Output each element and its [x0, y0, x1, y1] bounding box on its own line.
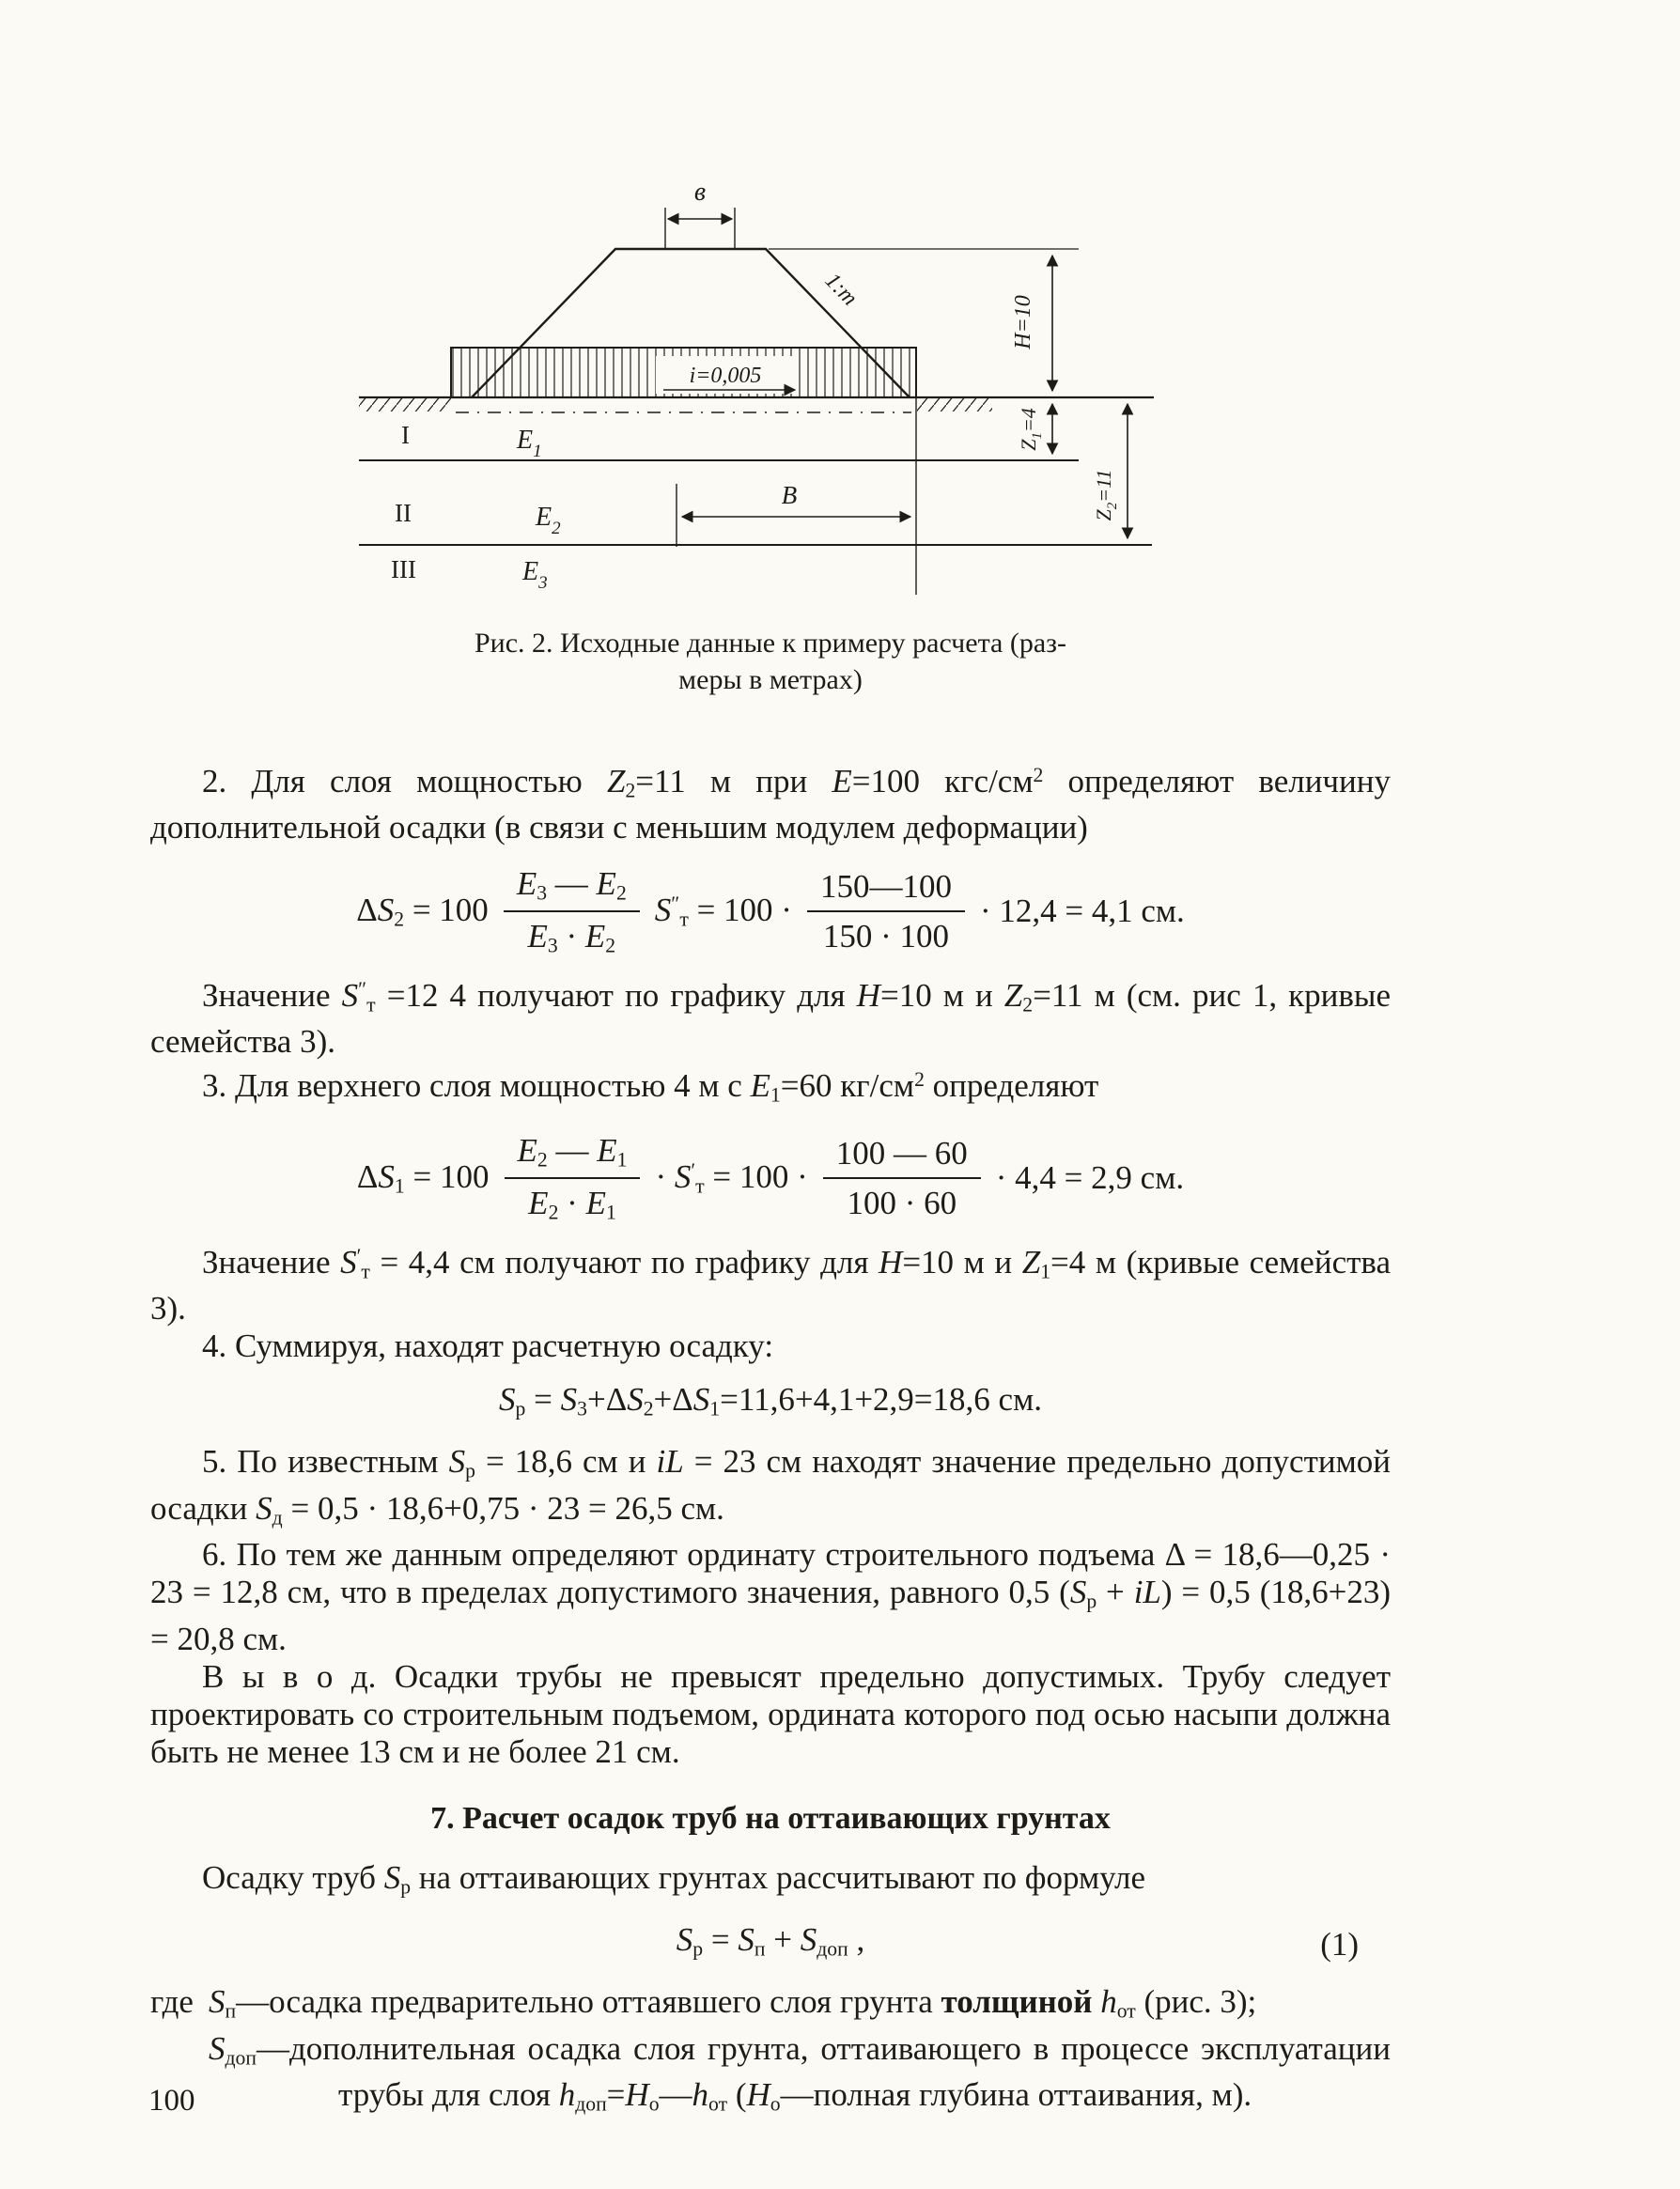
paragraph-note-s2 — [150, 970, 1391, 1061]
text-run: р — [1086, 1590, 1097, 1613]
formula-mid — [655, 1158, 807, 1198]
label-z2: $Z_2=11$ — [1092, 469, 1120, 521]
label-layer-1: I — [401, 421, 410, 449]
paragraph-note-s1 — [150, 1237, 1391, 1327]
text-run: S — [738, 1921, 754, 1959]
formula-tail — [996, 1159, 1184, 1197]
text-run: Z — [1003, 976, 1023, 1014]
text-run: на оттаивающих грунтах рассчитывают по формуле — [411, 1858, 1146, 1896]
text-run: 5. По известным — [202, 1443, 449, 1481]
definition-sp — [150, 1983, 1391, 2029]
text-run: = 4,4 см получают по графику для — [369, 1243, 879, 1281]
text-run: 2 — [1022, 992, 1034, 1016]
text-run: о — [770, 2092, 781, 2116]
text-run: ′ — [356, 1244, 362, 1267]
text-run: т — [679, 908, 689, 931]
text-run: —осадка предварительно оттаявшего слоя грунта — [236, 1983, 941, 2021]
label-E1: $E_1$ — [517, 426, 542, 461]
text-run: 1 — [394, 1174, 405, 1198]
figure-caption-line1: Рис. 2. Исходные данные к примеру расчета (раз- — [474, 628, 1067, 659]
paragraph-step-2 — [150, 756, 1391, 846]
text-run: E — [596, 865, 616, 903]
text-run: S — [256, 1489, 272, 1527]
text-run: 2. Для слоя мощностью — [202, 762, 607, 800]
text-run: E — [528, 1184, 549, 1221]
text-run: =4 м (кривые семейства 3). — [150, 1243, 1391, 1327]
text-run: Z — [1021, 1243, 1041, 1281]
paragraph-step-4 — [150, 1327, 1391, 1365]
text-run: т — [366, 992, 376, 1016]
text-run: H — [856, 976, 880, 1014]
text-run: = 18,6 см и — [474, 1443, 657, 1481]
text-run: iL — [1133, 1574, 1161, 1611]
text-run: п — [225, 1999, 237, 2023]
text-run: Значение — [202, 976, 342, 1014]
text-run: S — [674, 1157, 692, 1195]
where-label: где — [150, 1983, 194, 2021]
text-run: =12 4 получают по графику для — [375, 976, 857, 1014]
fraction — [504, 863, 640, 958]
text-run: Е — [750, 1066, 770, 1104]
text-run: H — [879, 1243, 903, 1281]
paragraph-step-6 — [150, 1536, 1391, 1657]
text-run: + — [765, 1921, 801, 1959]
text-run: = — [606, 2076, 626, 2114]
text-run: 150—100 — [819, 867, 952, 905]
figure-caption-line2: меры в метрах) — [678, 664, 863, 695]
text-run: т — [695, 1174, 705, 1198]
text-run: S — [340, 1243, 357, 1281]
text-run: S — [654, 891, 672, 928]
formula-delta-s2 — [150, 863, 1391, 958]
text-run: · — [558, 1184, 586, 1221]
formula-delta-s1 — [150, 1130, 1391, 1225]
page-number: 100 — [148, 2084, 195, 2118]
text-run: S — [377, 891, 395, 928]
fraction-denominator — [514, 912, 629, 959]
text-run: H — [625, 2076, 649, 2114]
text-run: определяют величину дополнительной осадки (в связи с меньшим модулем деформации) — [150, 762, 1391, 846]
text-run: 100 · 60 — [847, 1184, 957, 1221]
label-layer-2: II — [395, 499, 412, 527]
fraction — [807, 866, 965, 956]
text-run: доп — [817, 1937, 848, 1961]
text-run: S — [676, 1921, 693, 1959]
text-run: · 12,4 = 4,1 см. — [979, 892, 1185, 929]
label-slope: 1:m — [819, 268, 863, 311]
formula-lead — [356, 892, 489, 931]
text-run: = 100 · — [704, 1157, 808, 1195]
fraction-denominator — [810, 912, 962, 956]
paragraph-step-3 — [150, 1061, 1391, 1113]
paragraph-intro-7 — [150, 1859, 1391, 1905]
text-run: E — [527, 917, 548, 955]
text-run: р — [465, 1459, 475, 1483]
text-run: т — [361, 1259, 370, 1282]
fraction-numerator — [807, 866, 965, 912]
text-run: определяют — [924, 1066, 1099, 1104]
text-run: 150 · 100 — [822, 917, 950, 955]
formula-sp-sum — [150, 1378, 1391, 1430]
text-run: E — [516, 865, 537, 903]
text-run: · — [655, 1157, 675, 1195]
text-run: Δ — [356, 891, 378, 928]
paragraph-step-5 — [150, 1443, 1391, 1536]
text-run: · — [557, 917, 585, 955]
text-run: 2 — [537, 1148, 548, 1172]
fraction-numerator — [505, 1130, 641, 1179]
text-run: 2 — [643, 1397, 654, 1421]
text-run: (рис. 3); — [1135, 1983, 1257, 2021]
text-run: + — [1097, 1574, 1134, 1611]
text-run: =10 м и — [902, 1243, 1022, 1281]
ground-hatch-left — [359, 397, 451, 411]
text-run: S — [499, 1380, 516, 1418]
text-run: S — [383, 1858, 401, 1896]
text-run: 2 — [548, 1201, 559, 1224]
text-run: 2 — [1033, 764, 1044, 786]
text-run: , — [848, 1921, 865, 1959]
fraction-numerator — [823, 1133, 981, 1179]
text-run: =10 м и — [879, 976, 1004, 1014]
text-run: · 4,4 = 2,9 см. — [995, 1158, 1185, 1196]
formula-mid — [655, 892, 792, 931]
text-run: 6. По тем же данным определяют ординату строительного подъема Δ = 18,6—0,25 · 23 = 12,8 см, что в пределах допустимого значения, равного 0,5 ( — [150, 1536, 1391, 1611]
fraction-numerator — [504, 863, 640, 912]
text-run: = 100 — [404, 1157, 490, 1195]
text-run: доп — [225, 2046, 257, 2070]
section-heading-7: 7. Расчет осадок труб на оттаивающих грунтах — [430, 1800, 1111, 1836]
text-run: E — [585, 1184, 606, 1221]
text-run: S — [378, 1157, 395, 1195]
text-run: h — [558, 2076, 576, 2114]
text-run: E — [584, 917, 606, 955]
text-run: 2 — [605, 934, 616, 957]
text-run: 4. Суммируя, находят расчетную осадку: — [202, 1327, 774, 1364]
text-run: = 23 см находят значение предельно допустимой осадки — [150, 1443, 1391, 1527]
text-run: ′ — [691, 1158, 696, 1182]
definition-list — [150, 1983, 1391, 2122]
text-run: S — [627, 1380, 644, 1418]
dimension-b-top — [665, 208, 735, 248]
equation-body — [676, 1921, 865, 1961]
text-run: Значение — [202, 1243, 341, 1281]
text-run: В ы в о д. Осадки трубы не превысят предельно допустимых. Трубу следует проектировать со строительным подъемом, ордината которого под осью насыпи должна быть не менее 13 см и не более 21 см. — [150, 1657, 1391, 1770]
fraction — [505, 1130, 641, 1225]
text-run: =60 кг/см — [780, 1066, 915, 1104]
text-run: 3 — [547, 934, 558, 957]
text-run: толщиной — [941, 1983, 1093, 2021]
formula-lead — [357, 1158, 490, 1198]
text-run: = — [703, 1921, 739, 1959]
text-run: п — [754, 1937, 766, 1961]
text-run: S — [692, 1380, 710, 1418]
text-run: S — [560, 1380, 578, 1418]
text-run: S — [800, 1921, 817, 1959]
text-run: о — [648, 2092, 660, 2116]
text-run: =11 м при — [635, 762, 832, 800]
text-run: 1 — [709, 1397, 721, 1421]
figure-2 — [348, 164, 1193, 606]
label-z1: $Z_1=4$ — [1017, 408, 1045, 451]
ground-hatch-right — [917, 397, 992, 411]
label-layer-3: III — [391, 555, 416, 583]
text-run: ( — [727, 2076, 747, 2114]
text-run: = 0,5 · 18,6+0,75 · 23 = 26,5 см. — [282, 1489, 724, 1527]
equation-number: (1) — [1320, 1925, 1359, 1963]
fraction-denominator — [515, 1179, 630, 1226]
text-run: 1 — [770, 1083, 781, 1107]
text-run: 3. Для верхнего слоя мощностью 4 м с — [202, 1066, 751, 1104]
text-run: 2 — [615, 881, 627, 905]
text-run — [1092, 1983, 1100, 2020]
text-run: S — [209, 1983, 226, 2021]
text-run: ) = 0,5 (18,6+23) = 20,8 см. — [150, 1574, 1391, 1657]
label-E2: $E_2$ — [536, 503, 561, 538]
text-run: S — [1069, 1574, 1087, 1611]
label-B: В — [781, 481, 798, 509]
label-gradient: i=0,005 — [689, 364, 762, 388]
formula-tail — [980, 893, 1185, 930]
text-run: —полная глубина оттаивания, м). — [780, 2076, 1252, 2114]
text-run: 1 — [605, 1201, 616, 1224]
label-H: H=10 — [1011, 295, 1035, 349]
text-run: E — [597, 1132, 617, 1170]
text-run: от — [708, 2092, 728, 2116]
definition-sdop — [150, 2030, 1391, 2123]
text-run: Z — [606, 762, 626, 800]
text-run: Осадку труб — [202, 1858, 384, 1896]
text-run: S — [209, 2029, 226, 2067]
fraction — [823, 1133, 981, 1223]
figure-2-diagram — [348, 164, 1193, 606]
fraction-denominator — [833, 1179, 970, 1223]
text-run: ″ — [358, 977, 367, 1001]
text-run: =11,6+4,1+2,9=18,6 см. — [720, 1380, 1042, 1418]
text-run: +Δ — [586, 1380, 628, 1418]
text-run: р — [515, 1397, 526, 1421]
text-run: H — [746, 2076, 770, 2114]
text-run: = — [525, 1380, 561, 1418]
text-run: = 100 — [404, 891, 489, 928]
text-run: = 100 · — [688, 891, 792, 928]
figure-caption — [348, 625, 1193, 698]
text-run: 100 — 60 — [835, 1134, 968, 1172]
text-run: 2 — [625, 779, 636, 802]
text-run: доп — [575, 2092, 607, 2116]
text-run: =100 кгс/см — [851, 762, 1034, 800]
text-run: — — [547, 865, 597, 903]
text-run: 3 — [537, 881, 548, 905]
text-run: — — [547, 1132, 598, 1170]
text-run: д — [272, 1506, 283, 1529]
text-run: +Δ — [653, 1380, 693, 1418]
text-run: р — [400, 1875, 412, 1899]
label-b-top: в — [693, 178, 707, 207]
text-run: ″ — [671, 892, 680, 915]
text-run: iL — [656, 1443, 684, 1481]
text-run: S — [448, 1443, 466, 1481]
text-run: —дополнительная осадка слоя грунта, оттаивающего в процессе эксплуатации трубы для слоя — [256, 2029, 1391, 2114]
text-run: h — [692, 2076, 709, 2114]
formula-1 — [150, 1918, 1391, 1970]
text-run: h — [1100, 1983, 1117, 2021]
paragraph-conclusion — [150, 1658, 1391, 1771]
text-run: 1 — [616, 1148, 628, 1172]
text-run: 2 — [394, 908, 405, 931]
text-run: 2 — [914, 1067, 925, 1091]
text-run: 1 — [1040, 1259, 1051, 1282]
text-run: E — [517, 1132, 537, 1170]
text-run: 3 — [577, 1397, 587, 1421]
text-run: Δ — [356, 1157, 379, 1195]
text-run: =11 м (см. рис 1, кривые семейства 3). — [150, 976, 1391, 1060]
text-run: — — [659, 2076, 692, 2114]
text-run: р — [692, 1937, 704, 1961]
text-run: Е — [832, 762, 852, 800]
text-run: S — [341, 976, 359, 1014]
text-run: от — [1116, 1999, 1136, 2023]
label-E3: $E_3$ — [522, 557, 548, 593]
